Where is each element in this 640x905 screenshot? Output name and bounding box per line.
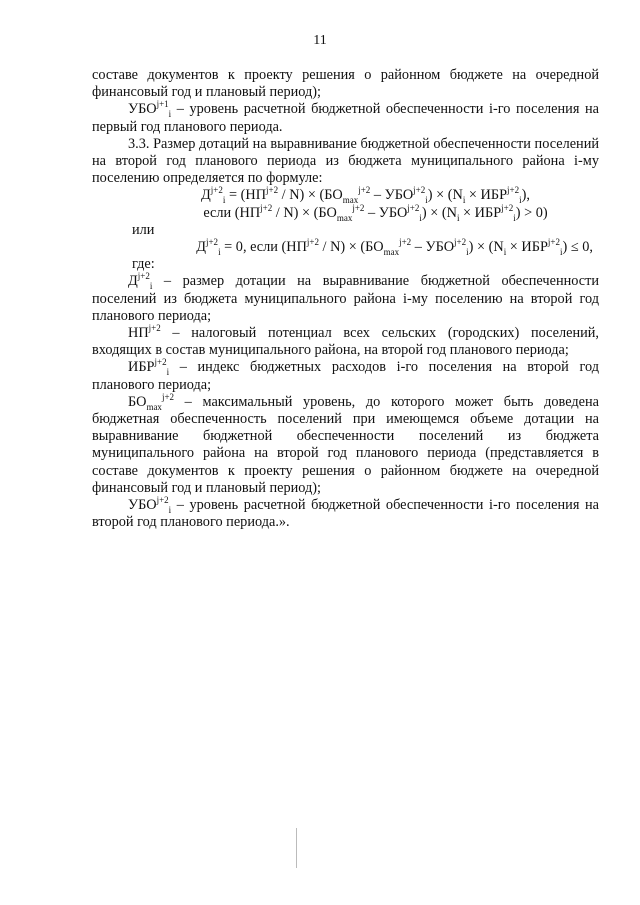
paragraph-text: – уровень расчетной бюджетной обеспеченности i-го поселения на первый год планового периода. [92,101,599,135]
formula-main: $Д^{j+2}_i = (НП^{j+2} / N) \times (БО_{max}^{j+2} - УБО^{j+2}_i) \times (N_i \times ИБР^{j+2}_i)$, [201,185,530,206]
or-label: или [132,221,155,238]
subscript: i [168,109,172,120]
definition-bo: $БО_{max}^{j+2}$ – максимальный уровень, до которого может быть доведена бюджетная обеспеченность поселений при имеющемся объеме дотации на выравнивание бюджетной обеспеченности поселений из бюджета муниципального района на второй год планового периода (представляется в составе документов к проекту решения о районном бюджете на очередной финансовый год и плановый период); [92,392,599,496]
definition-ubo: $УБО^{j+2}_i$ – уровень расчетной бюджетной обеспеченности i-го поселения на второй год планового периода.». [92,495,599,531]
ubo-symbol: УБО [128,101,157,118]
paragraph-ubo-first-year [92,101,599,135]
where-label: где: [132,256,155,273]
document-body [92,67,599,531]
page-number: 11 [313,33,327,48]
scan-artifact-line [296,828,297,868]
definition-ibr: $ИБР^{j+2}_i$ – индекс бюджетных расходов i-го поселения на второй год планового периода; [92,357,599,393]
definition-np: $НП^{j+2}$ – налоговый потенциал всех сельских (городских) поселений, входящих в состав муниципального района, на второй год планового периода; [92,323,599,359]
definition-d: $Д^{j+2}_i$ – размер дотации на выравнивание бюджетной обеспеченности поселений из бюджета муниципального района i-му поселению на второй год планового периода; [92,271,599,324]
paragraph-3-3: 3.3. Размер дотаций на выравнивание бюджетной обеспеченности поселений на второй год планового периода из бюджета муниципального района i-му поселению определяется по формуле: [92,135,599,187]
formula-zero-case: $Д^{j+2}_i = 0$, если $(НП^{j+2} / N) \times (БО_{max}^{j+2} - УБО^{j+2}_i) \times (N_i \times ИБР^{j+2}_i) \le 0$, [196,237,593,257]
superscript: j+1 [156,99,169,110]
paragraph-continuation: составе документов к проекту решения о районном бюджете на очередной финансовый год и плановый период); [92,67,599,101]
formula-condition-positive: если $(НП^{j+2} / N) \times (БО_{max}^{j+2} - УБО^{j+2}_i) \times (N_i \times ИБР^{j+2}_i) > 0$) [203,202,548,223]
